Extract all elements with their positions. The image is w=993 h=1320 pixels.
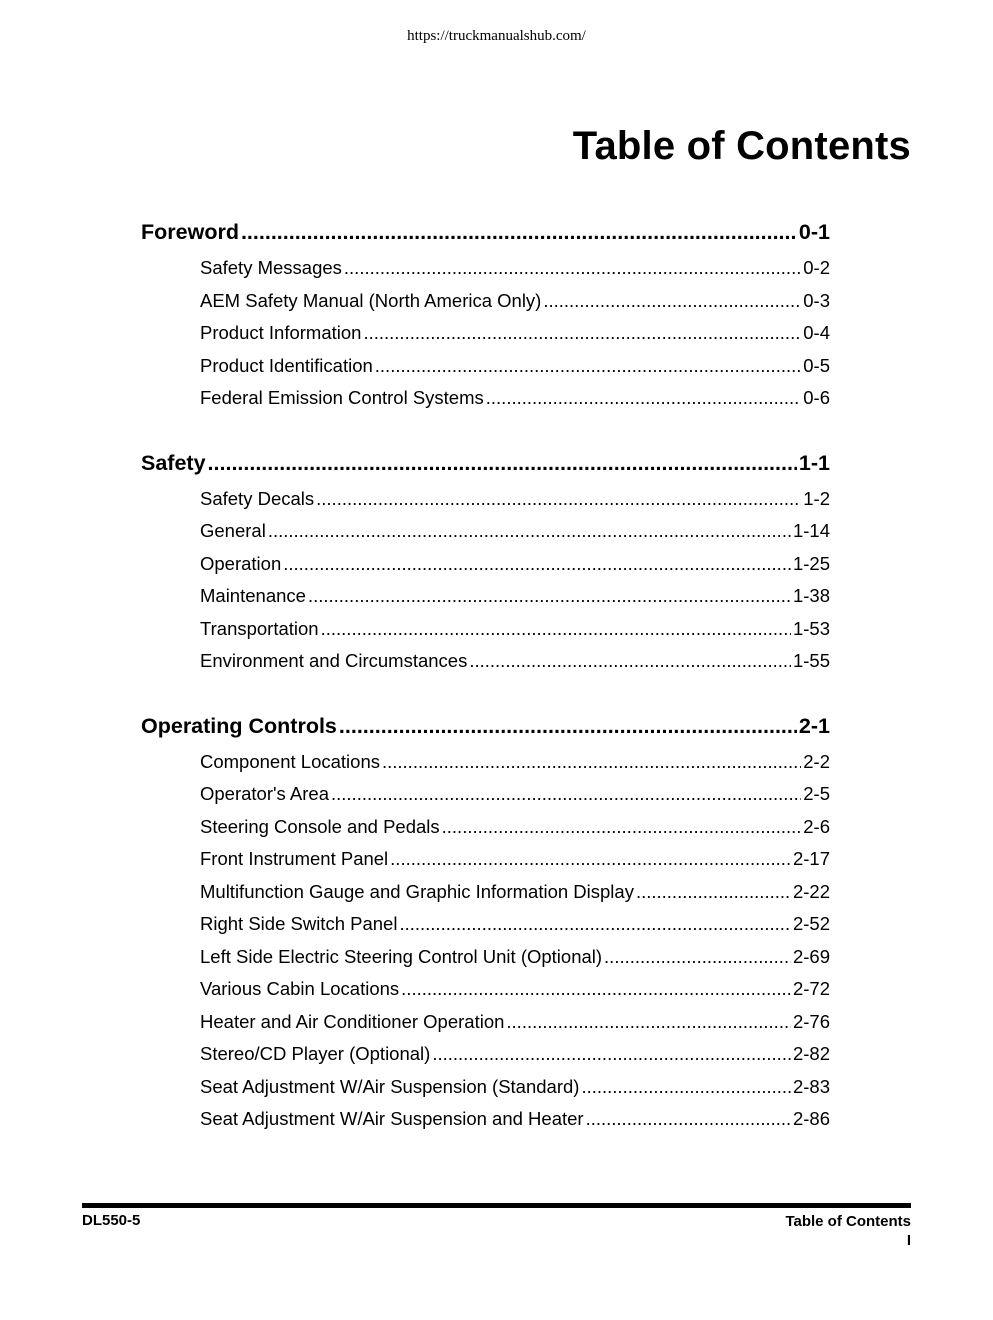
toc-entry[interactable] (200, 548, 830, 581)
dot-leader (432, 1038, 791, 1071)
entry-title: Safety Messages (200, 257, 342, 278)
entry-page-number: 2-5 (803, 783, 830, 804)
dot-leader (283, 548, 791, 581)
entry-title: Component Locations (200, 750, 380, 772)
entry-page-number: 0-2 (803, 257, 830, 278)
entry-page-number: 2-72 (792, 978, 830, 999)
toc-section-heading[interactable] (141, 445, 830, 481)
entry-title: Seat Adjustment W/Air Suspension (Standard) (200, 1075, 580, 1097)
entry-page-number: 2-69 (792, 945, 830, 967)
toc-entry[interactable] (200, 252, 830, 285)
entry-title: Maintenance (200, 585, 306, 606)
toc-entry[interactable] (200, 580, 830, 613)
entry-title: Left Side Electric Steering Control Unit (Optional) (200, 945, 603, 967)
toc-section (141, 214, 830, 415)
dot-leader (401, 973, 791, 1006)
entry-page-number: 0-6 (803, 387, 830, 408)
footer-model: DL550-5 (82, 1212, 141, 1229)
entry-title: Steering Console and Pedals (200, 815, 440, 837)
entry-page-number: 2-22 (792, 880, 830, 902)
dot-leader (586, 1103, 791, 1136)
entry-title: Heater and Air Conditioner Operation (200, 1010, 505, 1032)
dot-leader (375, 350, 801, 383)
section-title: Operating Controls (141, 713, 337, 738)
entry-page-number: 2-76 (792, 1010, 830, 1032)
footer-right-block (785, 1212, 911, 1250)
toc-entry[interactable] (200, 317, 830, 350)
dot-leader (316, 483, 801, 516)
toc-section (141, 445, 830, 678)
toc-entry[interactable] (200, 613, 830, 646)
section-title: Safety (141, 450, 206, 475)
entry-title: Transportation (200, 617, 319, 639)
entry-page-number: 2-52 (792, 913, 830, 934)
dot-leader (268, 515, 791, 548)
dot-leader (604, 941, 791, 974)
toc-entry[interactable] (200, 941, 830, 974)
entry-page-number: 2-17 (792, 848, 830, 869)
toc-entry[interactable] (200, 382, 830, 415)
dot-leader (363, 317, 801, 350)
entry-page-number: 1-14 (792, 520, 830, 541)
toc-entry[interactable] (200, 350, 830, 383)
entry-page-number: 0-5 (803, 354, 830, 376)
entry-title: Environment and Circumstances (200, 650, 468, 671)
entry-title: Stereo/CD Player (Optional) (200, 1043, 431, 1064)
dot-leader (636, 876, 791, 909)
entry-page-number: 1-38 (792, 585, 830, 606)
toc-entry[interactable] (200, 843, 830, 876)
dot-leader (339, 708, 797, 744)
entry-page-number: 1-55 (792, 650, 830, 671)
dot-leader (506, 1006, 791, 1039)
section-page-number: 1-1 (798, 450, 830, 475)
toc-section-heading[interactable] (141, 708, 830, 744)
dot-leader (241, 214, 797, 250)
entry-title: Operation (200, 552, 282, 574)
toc-entry[interactable] (200, 285, 830, 318)
toc-entry[interactable] (200, 908, 830, 941)
entry-page-number: 0-3 (803, 289, 830, 311)
toc-entry[interactable] (200, 1071, 830, 1104)
dot-leader (486, 382, 801, 415)
entry-title: Operator's Area (200, 783, 329, 804)
dot-leader (308, 580, 791, 613)
dot-leader (581, 1071, 791, 1104)
entry-page-number: 1-25 (792, 552, 830, 574)
entry-title: Front Instrument Panel (200, 848, 389, 869)
entry-title: Multifunction Gauge and Graphic Information Display (200, 880, 634, 902)
entry-title: AEM Safety Manual (North America Only) (200, 289, 542, 311)
entry-title: Seat Adjustment W/Air Suspension and Heater (200, 1108, 584, 1129)
toc-entry[interactable] (200, 515, 830, 548)
entry-page-number: 0-4 (803, 322, 830, 343)
toc-entry[interactable] (200, 1103, 830, 1136)
entry-title: Federal Emission Control Systems (200, 387, 484, 408)
dot-leader (344, 252, 801, 285)
section-page-number: 2-1 (798, 713, 830, 738)
toc-entry[interactable] (200, 778, 830, 811)
dot-leader (331, 778, 801, 811)
toc-entry[interactable] (200, 1038, 830, 1071)
page-title: Table of Contents (572, 124, 911, 168)
entry-page-number: 2-6 (803, 815, 830, 837)
section-page-number: 0-1 (798, 220, 830, 244)
entry-page-number: 2-86 (792, 1108, 830, 1129)
footer-page-number: I (906, 1232, 911, 1249)
toc-entry[interactable] (200, 973, 830, 1006)
footer-divider (82, 1203, 911, 1208)
table-of-contents (141, 214, 830, 1136)
toc-entry[interactable] (200, 645, 830, 678)
dot-leader (399, 908, 791, 941)
entry-title: Product Information (200, 322, 362, 343)
source-url: https://truckmanualshub.com/ (407, 28, 586, 44)
entry-title: Product Identification (200, 354, 373, 376)
dot-leader (469, 645, 791, 678)
dot-leader (382, 746, 801, 779)
entry-page-number: 1-53 (792, 617, 830, 639)
section-title: Foreword (141, 220, 239, 244)
toc-entry[interactable] (200, 1006, 830, 1039)
entry-title: Various Cabin Locations (200, 978, 400, 999)
entry-title: Safety Decals (200, 487, 315, 509)
entry-title: General (200, 520, 266, 541)
toc-entry[interactable] (200, 483, 830, 516)
toc-section-heading[interactable] (141, 214, 830, 250)
toc-entry[interactable] (200, 876, 830, 909)
footer-section-title: Table of Contents (785, 1213, 911, 1230)
dot-leader (543, 285, 801, 318)
dot-leader (390, 843, 791, 876)
dot-leader (208, 445, 797, 481)
entry-page-number: 2-82 (792, 1043, 830, 1064)
dot-leader (442, 811, 802, 844)
entry-page-number: 2-83 (792, 1075, 830, 1097)
toc-entry[interactable] (200, 746, 830, 779)
entry-page-number: 1-2 (803, 487, 830, 509)
toc-entry[interactable] (200, 811, 830, 844)
entry-title: Right Side Switch Panel (200, 913, 398, 934)
entry-page-number: 2-2 (803, 750, 830, 772)
dot-leader (321, 613, 791, 646)
toc-section (141, 708, 830, 1136)
